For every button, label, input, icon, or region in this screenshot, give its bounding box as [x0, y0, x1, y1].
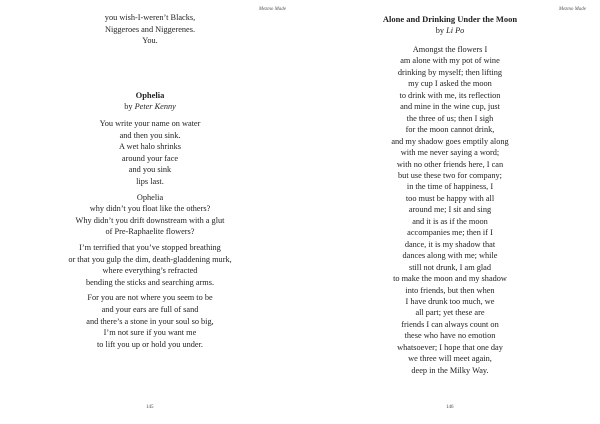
poem-alone-and-drinking — [320, 14, 580, 376]
poem-line: still not drunk, I am glad — [408, 262, 492, 272]
poem-stanza — [20, 118, 280, 188]
poem-line: you wish-I-weren’t Blacks, — [104, 13, 196, 22]
poem-line: drinking by myself; then lifting — [397, 67, 503, 77]
poem-line: with no other friends here, I can — [396, 159, 504, 169]
poem-line: Amongst the flowers I — [412, 45, 488, 54]
poem-body — [320, 44, 580, 376]
page-number: 145 — [146, 405, 154, 410]
poem-line: around your face — [121, 153, 179, 163]
poem-line: I have drunk too much, we — [405, 296, 495, 306]
poem-line: why didn’t you float like the others? — [89, 204, 211, 214]
previous-poem-ending — [40, 12, 260, 47]
poem-byline — [320, 25, 580, 36]
poem-author: Li Po — [446, 26, 465, 35]
byline-prefix: by — [435, 26, 444, 35]
poem-line: to lift you up or hold you under. — [96, 339, 203, 349]
poem-line: these who have no emotion — [404, 331, 496, 341]
poem-line: with me never saying a word; — [400, 148, 500, 158]
poem-stanza — [20, 192, 280, 238]
poem-line: we three will meet again, — [408, 354, 492, 364]
poem-line: For you are not where you seem to be — [87, 293, 213, 303]
poem-line: bending the sticks and searching arms. — [85, 277, 215, 287]
poem-line: am alone with my pot of wine — [400, 56, 500, 66]
poem-line: and there’s a stone in your soul so big, — [86, 316, 214, 326]
poem-line: around me; I sit and sing — [408, 205, 492, 215]
poem-line: dances along with me; while — [402, 251, 498, 261]
poem-line: my cup I asked the moon — [408, 79, 492, 89]
poem-line: whatsoever; I hope that one day — [397, 342, 503, 352]
poem-line: of Pre-Raphaelite flowers? — [105, 227, 195, 237]
poem-line: accompanies me; then if I — [407, 228, 493, 238]
poem-line: I’m not sure if you want me — [103, 328, 197, 338]
poem-line: in the time of happiness, I — [406, 182, 494, 192]
poem-line: and it is as if the moon — [412, 216, 488, 226]
poem-line: and your ears are full of sand — [101, 304, 199, 314]
poem-ophelia — [20, 90, 280, 354]
poem-line: too must be happy with all — [405, 193, 495, 203]
running-header: Mezmo Made — [258, 7, 286, 12]
poem-line: I’m terrified that you’ve stopped breathing — [79, 242, 221, 252]
poem-line: and my shadow goes emptily along — [391, 136, 509, 146]
poem-line: for the moon cannot drink, — [405, 125, 495, 135]
poem-line: and mine in the wine cup, just — [400, 102, 500, 112]
poem-stanza — [20, 292, 280, 350]
poem-line: and then you sink. — [119, 130, 181, 140]
poem-line: Niggeroes and Niggerenes. — [104, 24, 196, 34]
poem-line: dance, it is my shadow that — [404, 239, 496, 249]
poem-line: and you sink — [128, 165, 172, 175]
poem-line: You. — [142, 36, 158, 46]
poem-line: A wet halo shrinks — [119, 142, 181, 152]
poem-title: Ophelia — [135, 90, 165, 100]
running-header: Mezmo Made — [558, 7, 586, 12]
poem-byline — [20, 101, 280, 112]
poem-line: but use these two for company; — [398, 170, 502, 180]
poem-line: lips last. — [136, 176, 164, 186]
poem-author: Peter Kenny — [134, 102, 176, 111]
page-number: 146 — [446, 405, 454, 410]
poem-line: the three of us; then I sigh — [406, 113, 494, 123]
poem-line: or that you gulp the dim, death-gladdening murk, — [68, 254, 232, 264]
poem-line: where everything’s refracted — [102, 266, 198, 276]
poem-line: deep in the Milky Way. — [411, 365, 489, 375]
poem-stanza — [20, 242, 280, 288]
byline-prefix: by — [124, 102, 133, 111]
poem-line: to drink with me, its reflection — [399, 90, 501, 100]
poem-line: into friends, but then when — [405, 285, 495, 295]
poem-line: You write your name on water — [99, 119, 201, 128]
poem-line: Why didn’t you drift downstream with a glut — [75, 215, 225, 225]
poem-title: Alone and Drinking Under the Moon — [382, 14, 518, 24]
right-page — [300, 0, 600, 424]
poem-line: Ophelia — [136, 192, 164, 202]
poem-line: friends I can always count on — [401, 319, 499, 329]
poem-line: to make the moon and my shadow — [393, 274, 507, 284]
poem-line: all part; yet these are — [415, 308, 485, 318]
